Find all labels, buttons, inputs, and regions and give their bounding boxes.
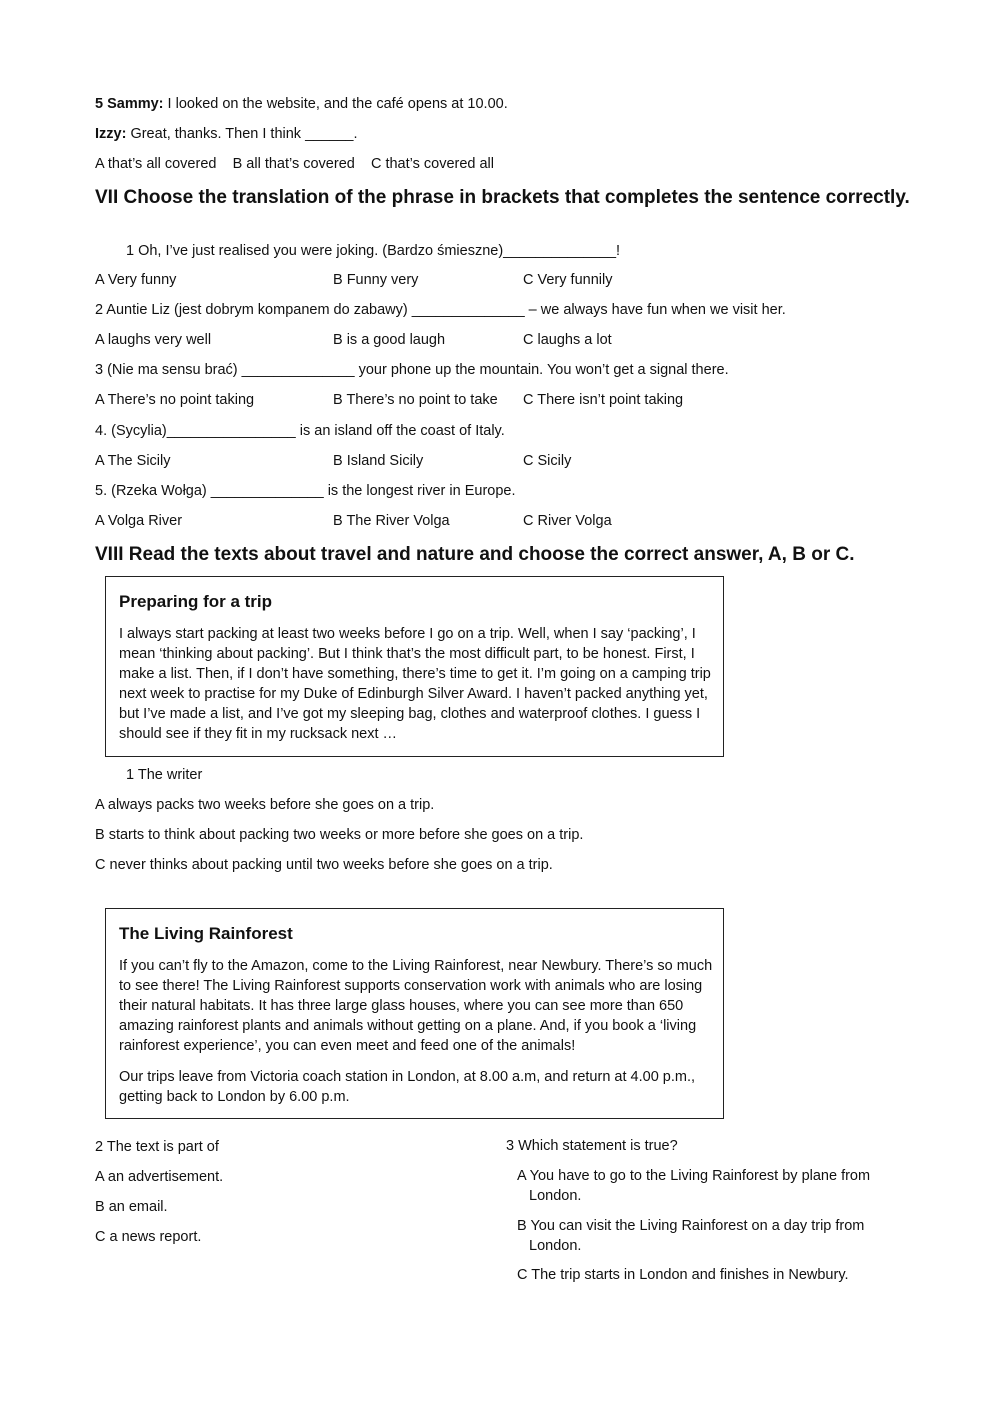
s8-q2-option-c[interactable]: C a news report. [95,1229,202,1245]
s7-q5-option-a[interactable]: A Volga River [95,513,183,529]
q5-options [95,154,494,174]
q5-izzy-line [95,124,358,144]
q5-sammy-line [95,94,508,114]
s7-q5-option-c[interactable]: C River Volga [523,513,612,529]
s7-q3-option-c[interactable]: C There isn’t point taking [523,392,684,408]
section-7-heading: VII Choose the translation of the phrase in brackets that completes the sentence correctly. [95,187,910,208]
q5-option-c[interactable]: C that’s covered all [370,156,494,172]
s7-q3-option-a[interactable]: A There’s no point taking [95,392,255,408]
text1-body: I always start packing at least two weeks before I go on a trip. Well, when I say ‘packing’, I mean ‘thinking about packing’. But I think that’s the most difficult part, to be honest. First, I make a list. Then, if I don’t have something, there’s time to get it. I’m going on a camping trip next week to practise for my Duke of Edinburgh Silver Award. I haven’t packed anything yet, but I’ve made a list, and I’ve got my sleeping bag, clothes and waterproof clothes. I guess I should see if they fit in my rucksack next … [119,626,711,742]
sammy-text: I looked on the website, and the café opens at 10.00. [167,96,508,112]
s8-q2-question: 2 The text is part of [95,1139,219,1155]
s7-q1-option-b[interactable]: B Funny very [333,272,419,288]
q5-option-a[interactable]: A that’s all covered [95,156,217,172]
s7-q4-option-a[interactable]: A The Sicily [95,453,171,469]
s8-q1-option-b[interactable]: B starts to think about packing two weeks or more before she goes on a trip. [95,827,584,843]
s7-q2-option-c[interactable]: C laughs a lot [523,332,612,348]
s7-q4-question: 4. (Sycylia)________________ is an island off the coast of Italy. [95,423,505,439]
s8-q3-question: 3 Which statement is true? [506,1138,678,1154]
speaker-izzy: Izzy: [95,126,127,142]
speaker-sammy: 5 Sammy: [95,96,164,112]
s7-q2-option-a[interactable]: A laughs very well [95,332,212,348]
text2-body1: If you can’t fly to the Amazon, come to the Living Rainforest, near Newbury. There’s so much to see there! The Living Rainforest supports conservation work with animals who are losing their natural habitats. It has three large glass houses, where you can see more than 650 amazing rainforest plants and animals without getting on a plane. And, if you book a ‘living rainforest experience’, you can even meet and feed one of the animals! [119,958,713,1054]
izzy-text: Great, thanks. Then I think ______. [130,126,358,142]
s7-q2-question: 2 Auntie Liz (jest dobrym kompanem do zabawy) ______________ – we always have fun when we visit her. [95,302,786,318]
s8-q3-option-c[interactable]: C The trip starts in London and finishes in Newbury. [517,1267,849,1283]
s8-q2-option-b[interactable]: B an email. [95,1199,168,1215]
s7-q5-option-b[interactable]: B The River Volga [333,513,450,529]
s8-q3-option-a[interactable]: A You have to go to the Living Rainforest by plane from London. [517,1168,871,1204]
q5-option-b[interactable]: B all that’s covered [232,156,355,172]
s7-q3-option-b[interactable]: B There’s no point to take [333,392,498,408]
text2-body2: Our trips leave from Victoria coach station in London, at 8.00 a.m, and return at 4.00 p.m., getting back to London by 6.00 p.m. [119,1069,696,1105]
section-8-heading: VIII Read the texts about travel and nature and choose the correct answer, A, B or C. [95,544,855,565]
s8-q1-option-a[interactable]: A always packs two weeks before she goes on a trip. [95,797,435,813]
text2-title: The Living Rainforest [119,924,293,943]
s7-q2-option-b[interactable]: B is a good laugh [333,332,446,348]
s7-q3-question: 3 (Nie ma sensu brać) ______________ your phone up the mountain. You won’t get a signal there. [95,362,729,378]
s8-q3-option-b[interactable]: B You can visit the Living Rainforest on a day trip from London. [517,1218,865,1254]
s7-q1-question: 1 Oh, I’ve just realised you were joking. (Bardzo śmieszne)______________! [126,243,621,259]
s7-q1-option-c[interactable]: C Very funnily [523,272,613,288]
s7-q4-option-b[interactable]: B Island Sicily [333,453,424,469]
text1-title: Preparing for a trip [119,592,273,611]
s8-q2-option-a[interactable]: A an advertisement. [95,1169,224,1185]
s7-q4-option-c[interactable]: C Sicily [523,453,572,469]
s8-q1-option-c[interactable]: C never thinks about packing until two weeks before she goes on a trip. [95,857,553,873]
s7-q5-question: 5. (Rzeka Wołga) ______________ is the longest river in Europe. [95,483,516,499]
text-box-living-rainforest [105,908,724,1119]
s7-q1-option-a[interactable]: A Very funny [95,272,177,288]
text-box-preparing-trip [105,576,724,757]
s8-q1-question: 1 The writer [126,767,203,783]
